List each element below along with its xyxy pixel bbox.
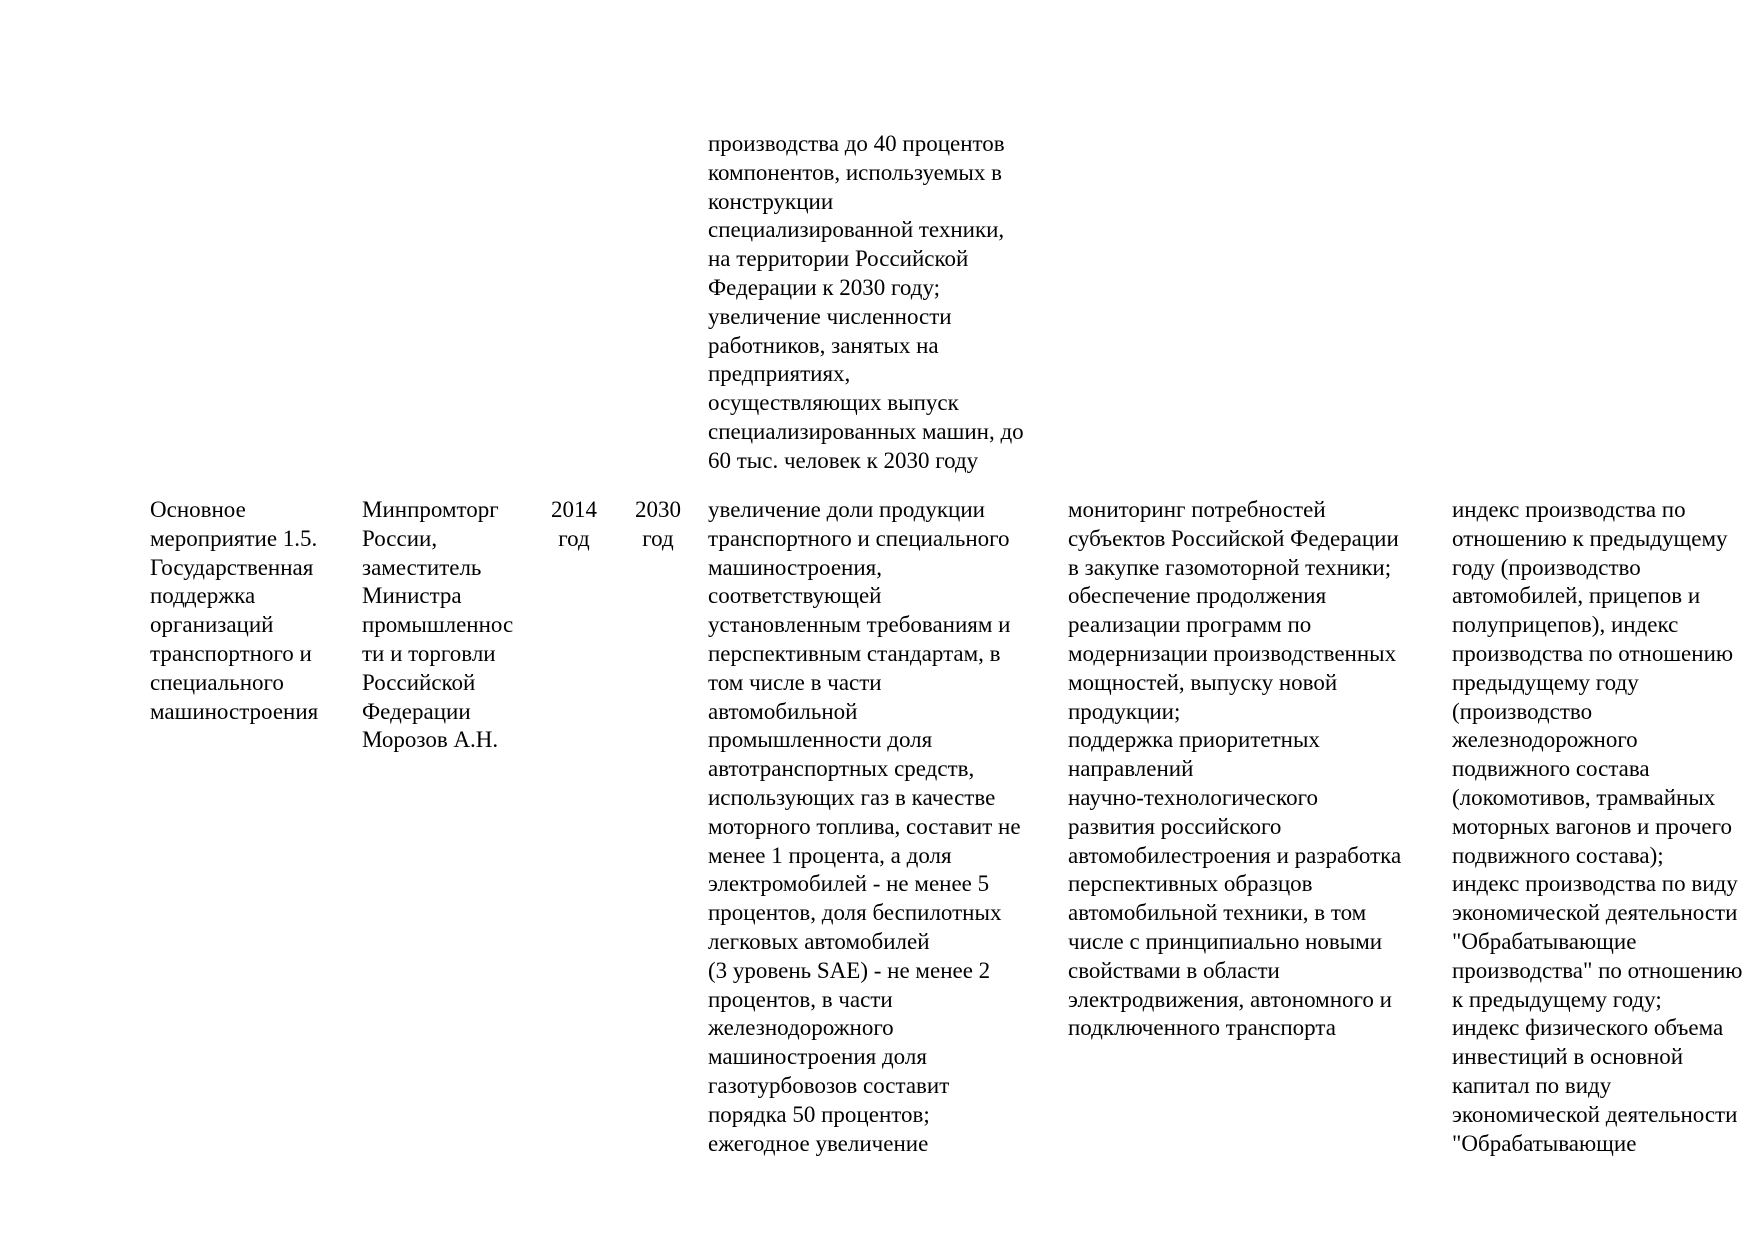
key-activities-cell: мониторинг потребностей субъектов Российской Федерации в закупке газомоторной техники; обеспечение продолжения реализации программ по модернизации производственных мощностей, выпуску новой продукции; поддержка приоритетных направлений научно-технологического развития российского автомобилестроения и разработка перспективных образцов автомобильной техники, в том числе с принципиально новыми свойствами в области электродвижения, автономного и подключенного транспорта (1068, 497, 1402, 1041)
end-year-cell: 2030 год (635, 497, 681, 551)
start-year-cell: 2014 год (551, 497, 597, 551)
expected-results-cell: увеличение доли продукции транспортного и специального машиностроения, соответствующей установленным требованиям и перспективным стандартам, в том числе в части автомобильной промышленности доля автотранспортных средств, использующих газ в качестве моторного топлива, составит не менее 1 процента, а доля электромобилей - не менее 5 процентов, доля беспилотных легковых автомобилей (3 уровень SAE) - не менее 2 процентов, в части железнодорожного машиностроения доля газотурбовозов составит порядка 50 процентов; ежегодное увеличение (708, 497, 1021, 1156)
target-indicators-cell: индекс производства по отношению к предыдущему году (производство автомобилей, прицепов и полуприцепов), индекс производства по отношению предыдущему году (производство железнодорожного подвижного состава (локомотивов, трамвайных моторных вагонов и прочего подвижного состава); индекс производства по виду экономической деятельности "Обрабатывающие производства" по отношению к предыдущему году; индекс физического объема инвестиций в основной капитал по виду экономической деятельности "Обрабатывающие (1452, 497, 1743, 1156)
continuation-goals-text: производства до 40 процентов компонентов, используемых в конструкции специализированной техники, на территории Российской Федерации к 2030 году; увеличение численности работников, занятых на предприятиях, осуществляющих выпуск специализированных машин, до 60 тыс. человек к 2030 году (708, 131, 1024, 473)
responsible-executor-cell: Минпромторг России, заместитель Министра промышленнос ти и торговли Российской Федерации Морозов А.Н. (362, 497, 514, 753)
measure-name-cell: Основное мероприятие 1.5. Государственная поддержка организаций транспортного и специального машиностроения (150, 497, 319, 724)
